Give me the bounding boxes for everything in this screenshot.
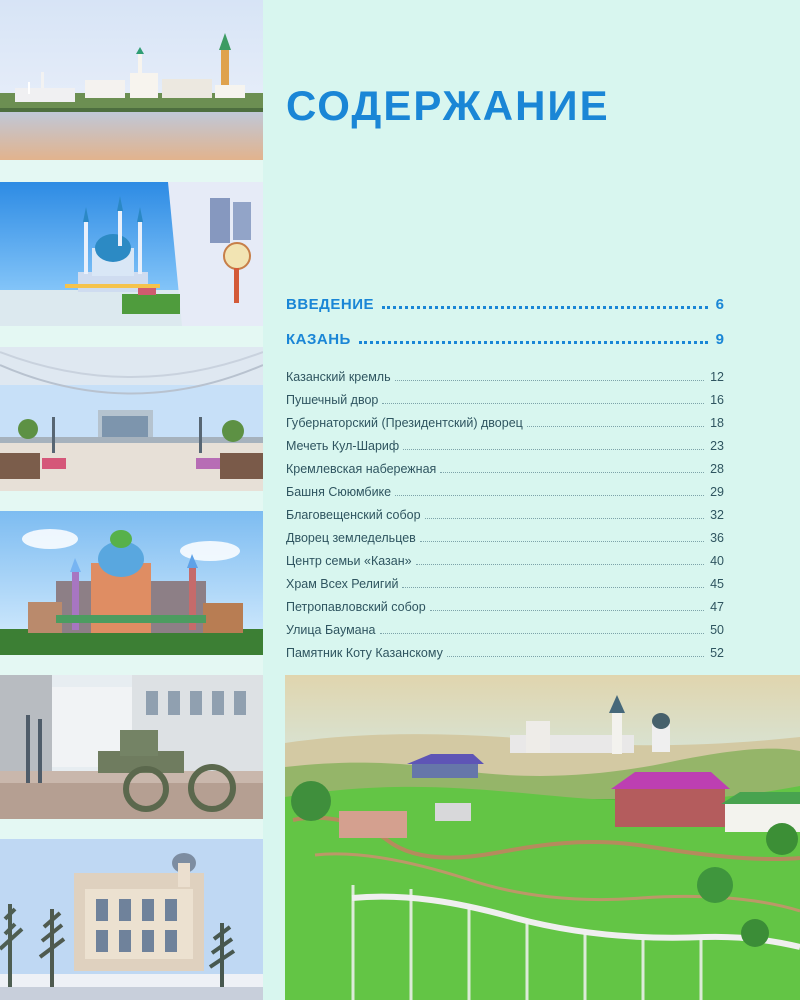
dot-leader (447, 656, 704, 657)
toc-entry-title: Улица Баумана (286, 623, 376, 637)
winter-mansion-illustration (0, 839, 263, 1000)
photo-column (0, 0, 263, 1000)
toc-entry-page: 28 (710, 462, 724, 476)
toc-entry-kazan-kremlin[interactable] (286, 370, 724, 393)
kremlin-panorama-photo (0, 0, 263, 160)
dot-leader (382, 306, 708, 309)
toc-entry-title: Мечеть Кул-Шариф (286, 439, 400, 453)
toc-section-kazan[interactable] (286, 331, 724, 355)
temple-of-all-religions-photo (0, 511, 263, 655)
toc-entry-page: 12 (710, 370, 724, 384)
toc-entry-peter-paul-cathedral[interactable] (286, 600, 724, 623)
toc-entry-page: 23 (710, 439, 724, 453)
toc-entry-page: 52 (710, 646, 724, 660)
toc-entry-title: Казанский кремль (286, 370, 391, 384)
toc-entry-page: 50 (710, 623, 724, 637)
dot-leader (527, 426, 704, 427)
toc-entry-title: Башня Сююмбике (286, 485, 392, 499)
toc-section-introduction[interactable] (286, 296, 724, 320)
toc-entry-title: Центр семьи «Казан» (286, 554, 412, 568)
kremlin-panorama-illustration (0, 0, 263, 160)
toc-entry-governor-palace[interactable] (286, 416, 724, 439)
toc-entry-page: 36 (710, 531, 724, 545)
toc-entry-page: 47 (710, 600, 724, 614)
toc-entry-farmers-palace[interactable] (286, 531, 724, 554)
dot-leader (395, 380, 704, 381)
toc-entry-kremlin-embankment[interactable] (286, 462, 724, 485)
dot-leader (382, 403, 704, 404)
toc-entry-title: Дворец земледельцев (286, 531, 416, 545)
covered-street-illustration (0, 347, 263, 491)
dot-leader (440, 472, 704, 473)
kul-sharif-square-photo (0, 182, 263, 326)
dot-leader (425, 518, 704, 519)
dot-leader (420, 541, 704, 542)
toc-entry-title: Губернаторский (Президентский) дворец (286, 416, 523, 430)
dot-leader (430, 610, 704, 611)
toc-entry-list (286, 370, 724, 669)
bauman-street-illustration (0, 675, 263, 819)
toc-entry-page: 45 (710, 577, 724, 591)
winter-mansion-photo (0, 839, 263, 1000)
dot-leader (359, 341, 708, 344)
toc-entry-annunciation-cathedral[interactable] (286, 508, 724, 531)
toc-entry-kazan-family-center[interactable] (286, 554, 724, 577)
sviyazhsk-aerial-photo (285, 675, 800, 1000)
temple-of-all-religions-illustration (0, 511, 263, 655)
table-of-contents (286, 296, 724, 669)
toc-entry-page: 32 (710, 508, 724, 522)
toc-entry-kazan-cat-monument[interactable] (286, 646, 724, 669)
kul-sharif-illustration (0, 182, 263, 326)
toc-entry-title: Храм Всех Религий (286, 577, 399, 591)
bauman-street-photo (0, 675, 263, 819)
toc-entry-kul-sharif[interactable] (286, 439, 724, 462)
toc-entry-page: 16 (710, 393, 724, 407)
dot-leader (395, 495, 704, 496)
dot-leader (402, 587, 704, 588)
toc-entry-syuyumbike-tower[interactable] (286, 485, 724, 508)
toc-section-page: 9 (715, 331, 724, 348)
toc-section-title: КАЗАНЬ (286, 331, 351, 348)
toc-entry-temple-all-religions[interactable] (286, 577, 724, 600)
toc-section-title: ВВЕДЕНИЕ (286, 296, 374, 313)
toc-entry-bauman-street[interactable] (286, 623, 724, 646)
covered-street-photo (0, 347, 263, 491)
toc-section-page: 6 (715, 296, 724, 313)
toc-entry-page: 18 (710, 416, 724, 430)
toc-entry-title: Петропавловский собор (286, 600, 426, 614)
toc-entry-cannon-yard[interactable] (286, 393, 724, 416)
sviyazhsk-aerial-illustration (285, 675, 800, 1000)
toc-entry-page: 29 (710, 485, 724, 499)
toc-entry-title: Кремлевская набережная (286, 462, 437, 476)
toc-entry-title: Пушечный двор (286, 393, 379, 407)
toc-entry-page: 40 (710, 554, 724, 568)
dot-leader (380, 633, 705, 634)
toc-entry-title: Благовещенский собор (286, 508, 421, 522)
page-title: СОДЕРЖАНИЕ (286, 82, 610, 129)
toc-entry-title: Памятник Коту Казанскому (286, 646, 443, 660)
dot-leader (403, 449, 704, 450)
dot-leader (416, 564, 704, 565)
